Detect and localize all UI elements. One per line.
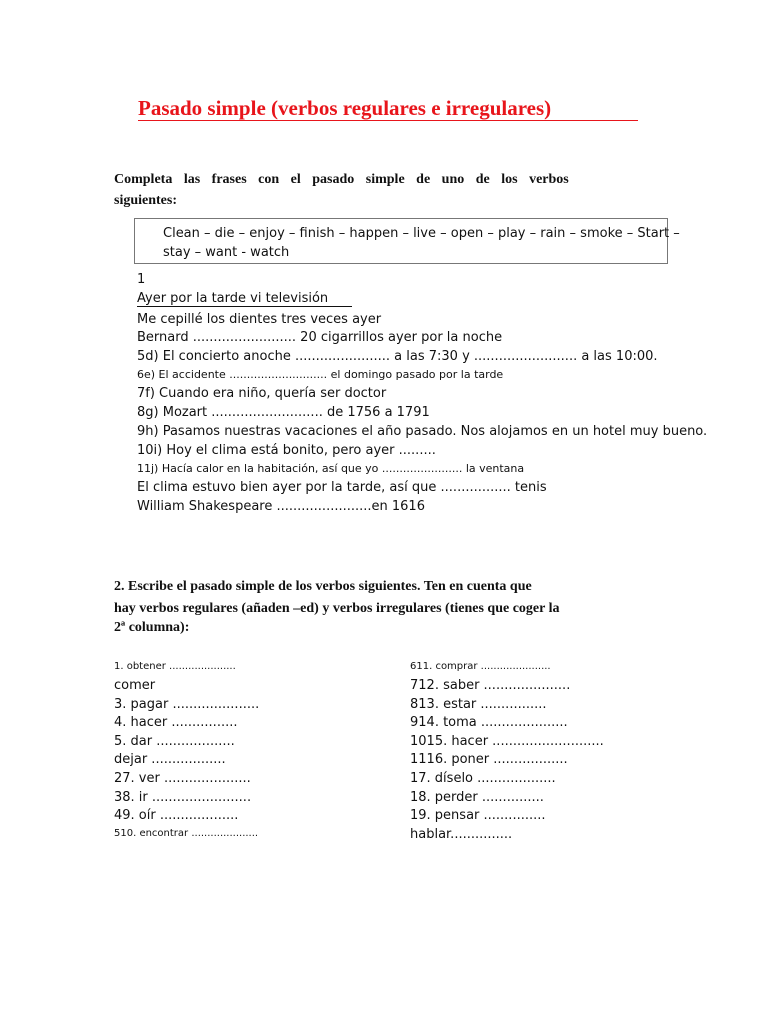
verb-item-right-7: 17. díselo ................... [410,771,556,786]
sentence-12: El clima estuvo bien ayer por la tarde, así que ................. tenis [137,480,547,495]
sentence-1: Ayer por la tarde vi televisión [137,291,352,307]
verb-item-left-8: 38. ir ........................ [114,790,252,805]
sentence-5d: 5d) El concierto anoche ....................... a las 7:30 y ......................... a las 10:00. [137,349,658,364]
exercise1-instruction-line1 [114,172,570,188]
exercise1-number: 1 [137,272,146,287]
exercise1-instruction-line2: siguientes: [114,193,177,208]
verb-list-line1: Clean – die – enjoy – finish – happen – live – open – play – rain – smoke – Start – [163,226,680,241]
sentence-6e: 6e) El accidente ............................ el domingo pasado por la tarde [137,368,504,381]
page-title: Pasado simple (verbos regulares e irregulares) [138,96,552,120]
sentence-9h: 9h) Pasamos nuestras vacaciones el año pasado. Nos alojamos en un hotel muy bueno. [137,424,708,439]
verb-item-left-5: 5. dar ................... [114,734,235,749]
verb-item-left-4: 4. hacer ................ [114,715,238,730]
sentence-7f: 7f) Cuando era niño, quería ser doctor [137,386,387,401]
verb-item-right-3: 813. estar ................ [410,697,547,712]
exercise2-instruction-line3: 2ª columna): [114,620,190,635]
verb-item-right-9: 19. pensar ............... [410,808,546,823]
verb-item-left-2: comer [114,678,156,693]
sentence-11j: 11j) Hacía calor en la habitación, así que yo ....................... la ventana [137,462,525,475]
verb-item-right-1: 611. comprar ...................... [410,661,551,672]
verb-item-right-6: 1116. poner .................. [410,752,568,767]
exercise2-instruction-line1: 2. Escribe el pasado simple de los verbos siguientes. Ten en cuenta que [114,579,532,594]
verb-item-right-10: hablar............... [410,827,513,842]
verb-item-left-10: 510. encontrar ..................... [114,828,259,839]
verb-list-line2: stay – want - watch [163,245,290,260]
sentence-2: Me cepillé los dientes tres veces ayer [137,312,382,327]
verb-item-left-7: 27. ver ..................... [114,771,251,786]
verb-item-right-5: 1015. hacer ........................... [410,734,604,749]
verb-item-right-2: 712. saber ..................... [410,678,571,693]
title-underline [138,120,638,121]
verb-item-left-6: dejar .................. [114,752,226,767]
instruction-text: Completa las frases con el pasado simple de uno de los verbos [114,172,569,187]
sentence-8g: 8g) Mozart ........................... de 1756 a 1791 [137,405,430,420]
verb-item-right-4: 914. toma ..................... [410,715,568,730]
sentence-10i: 10i) Hoy el clima está bonito, pero ayer ......... [137,443,436,458]
verb-item-left-9: 49. oír ................... [114,808,239,823]
verb-item-left-3: 3. pagar ..................... [114,697,260,712]
exercise2-instruction-line2: hay verbos regulares (añaden –ed) y verbos irregulares (tienes que coger la [114,601,560,616]
verb-item-left-1: 1. obtener ..................... [114,661,236,672]
sentence-3: Bernard ......................... 20 cigarrillos ayer por la noche [137,330,503,345]
verb-list-box [134,218,680,264]
sentence-13: William Shakespeare .......................en 1616 [137,499,425,514]
verb-item-right-8: 18. perder ............... [410,790,544,805]
